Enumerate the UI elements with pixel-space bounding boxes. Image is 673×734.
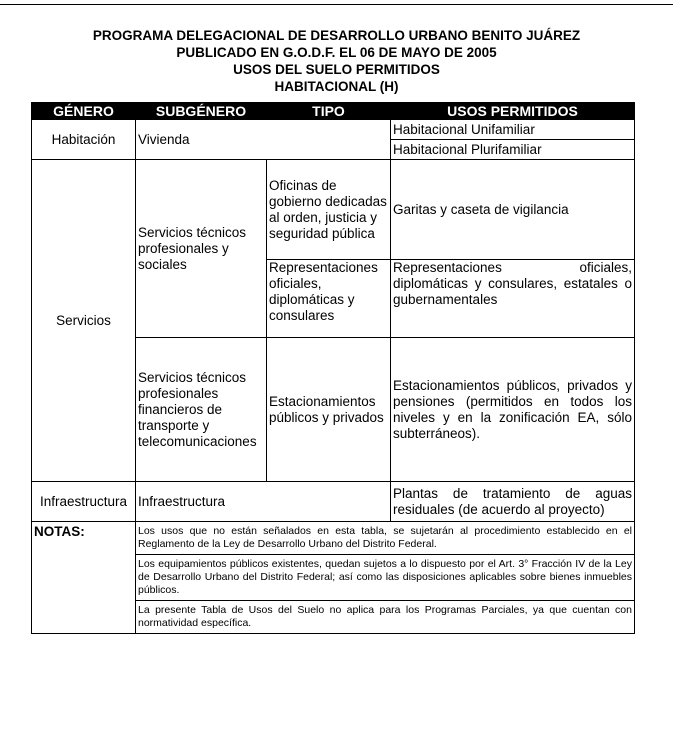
uso-estacionamientos: Estacionamientos públicos, privados y pensiones (permitidos en todos los niveles y en la zonificación EA, sólo subterráneos). bbox=[391, 338, 635, 482]
col-tipo: TIPO bbox=[267, 103, 391, 120]
table-row bbox=[32, 120, 635, 140]
usos-del-suelo-table bbox=[31, 102, 635, 634]
col-subgenero: SUBGÉNERO bbox=[136, 103, 267, 120]
table-header-row bbox=[32, 103, 635, 120]
subgenero-infraestructura: Infraestructura bbox=[136, 482, 391, 522]
tipo-oficinas-gobierno: Oficinas de gobierno dedicadas al orden, justicia y seguridad pública bbox=[267, 160, 391, 260]
genero-habitacion: Habitación bbox=[32, 120, 136, 160]
tipo-representaciones: Representaciones oficiales, diplomáticas y consulares bbox=[267, 260, 391, 338]
uso-garitas: Garitas y caseta de vigilancia bbox=[391, 160, 635, 260]
uso-unifamiliar: Habitacional Unifamiliar bbox=[391, 120, 635, 140]
subgenero-servicios-sociales: Servicios técnicos profesionales y sociales bbox=[136, 160, 267, 338]
document-header bbox=[0, 27, 673, 95]
col-genero: GÉNERO bbox=[32, 103, 136, 120]
title-habitacional: HABITACIONAL (H) bbox=[274, 79, 399, 94]
title-program: PROGRAMA DELEGACIONAL DE DESARROLLO URBANO BENITO JUÁREZ bbox=[92, 28, 581, 43]
table-row bbox=[32, 482, 635, 522]
title-usos: USOS DEL SUELO PERMITIDOS bbox=[233, 62, 440, 77]
notas-label: NOTAS: bbox=[32, 522, 136, 634]
uso-plantas-tratamiento: Plantas de tratamiento de aguas residuales (de acuerdo al proyecto) bbox=[391, 482, 635, 522]
nota-row bbox=[32, 522, 635, 555]
uso-representaciones: Representaciones oficiales, diplomáticas y consulares, estatales o gubernamentales bbox=[391, 260, 635, 338]
tipo-estacionamientos: Estacionamientos públicos y privados bbox=[267, 338, 391, 482]
nota-2: Los equipamientos públicos existentes, quedan sujetos a lo dispuesto por el Art. 3° Fracción IV de la Ley de Desarrollo Urbano del Distrito Federal; así como las disposiciones aplicables sobre bienes inmuebles públicos. bbox=[136, 555, 635, 601]
genero-servicios: Servicios bbox=[32, 160, 136, 482]
nota-3: La presente Tabla de Usos del Suelo no aplica para los Programas Parciales, ya que cuentan con normatividad específica. bbox=[136, 601, 635, 634]
table-row bbox=[32, 160, 635, 260]
nota-1: Los usos que no están señalados en esta tabla, se sujetarán al procedimiento establecido en el Reglamento de la Ley de Desarrollo Urbano del Distrito Federal. bbox=[136, 522, 635, 555]
subgenero-servicios-transporte: Servicios técnicos profesionales financieros de transporte y telecomunicaciones bbox=[136, 338, 267, 482]
uso-plurifamiliar: Habitacional Plurifamiliar bbox=[391, 140, 635, 160]
col-usos-permitidos: USOS PERMITIDOS bbox=[391, 103, 635, 120]
subgenero-vivienda: Vivienda bbox=[136, 120, 391, 160]
page-top-rule bbox=[0, 0, 673, 8]
title-publication: PUBLICADO EN G.O.D.F. EL 06 DE MAYO DE 2005 bbox=[176, 45, 497, 60]
genero-infraestructura: Infraestructura bbox=[32, 482, 136, 522]
